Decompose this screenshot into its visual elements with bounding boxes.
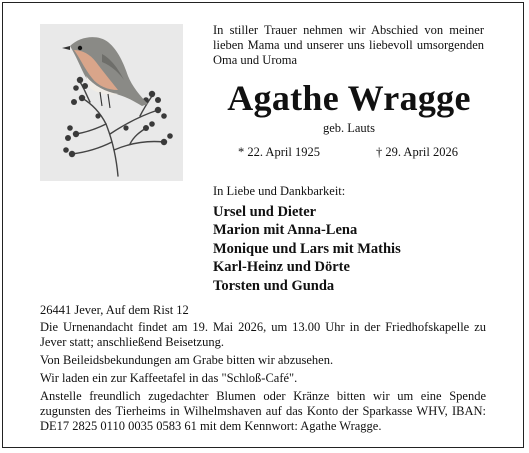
intro-text: In stiller Trauer nehmen wir Abschied von meiner lieben Mama und unserer uns liebevoll umsorgenden Oma und Uroma [213,23,484,67]
deceased-name: Agathe Wragge [227,78,471,118]
mourner-item: Torsten und Gunda [213,277,335,294]
mourners-list [213,203,401,295]
mourner-item: Ursel und Dieter [213,204,317,220]
mourner-item: Monique und Lars mit Mathis [213,240,401,257]
mourner-item: Karl-Heinz und Dörte [213,259,350,276]
note-condolences: Von Beileidsbekundungen am Grabe bitten wir abzusehen. [40,353,334,367]
note-coffee: Wir laden ein zur Kaffeetafel in das "Schloß-Café". [40,371,298,385]
notes-section [40,320,486,437]
birth-date: * 22. April 1925 [238,145,320,159]
note-funeral: Die Urnenandacht findet am 19. Mai 2026, um 13.00 Uhr in der Friedhofskapelle zu Jever statt; anschließend Beisetzung. [40,320,486,349]
birth-name: geb. Lauts [322,121,376,135]
robin-illustration [40,24,183,181]
death-date: † 29. April 2026 [376,145,458,159]
family-address: 26441 Jever, Auf dem Rist 12 [40,303,189,317]
bird-on-branch-icon [40,24,183,181]
note-donation: Anstelle freundlich zugedachter Blumen oder Kränze bitten wir um eine Spende zugunsten des Tierheims in Wilhelmshaven auf das Konto der Sparkasse WHV, IBAN: DE17 2825 0110 0035 0583 61 mit dem Kennwort: Agathe Wragge. [40,389,486,433]
thanks-line: In Liebe und Dankbarkeit: [213,184,346,198]
mourner-item: Marion mit Anna-Lena [213,222,358,239]
